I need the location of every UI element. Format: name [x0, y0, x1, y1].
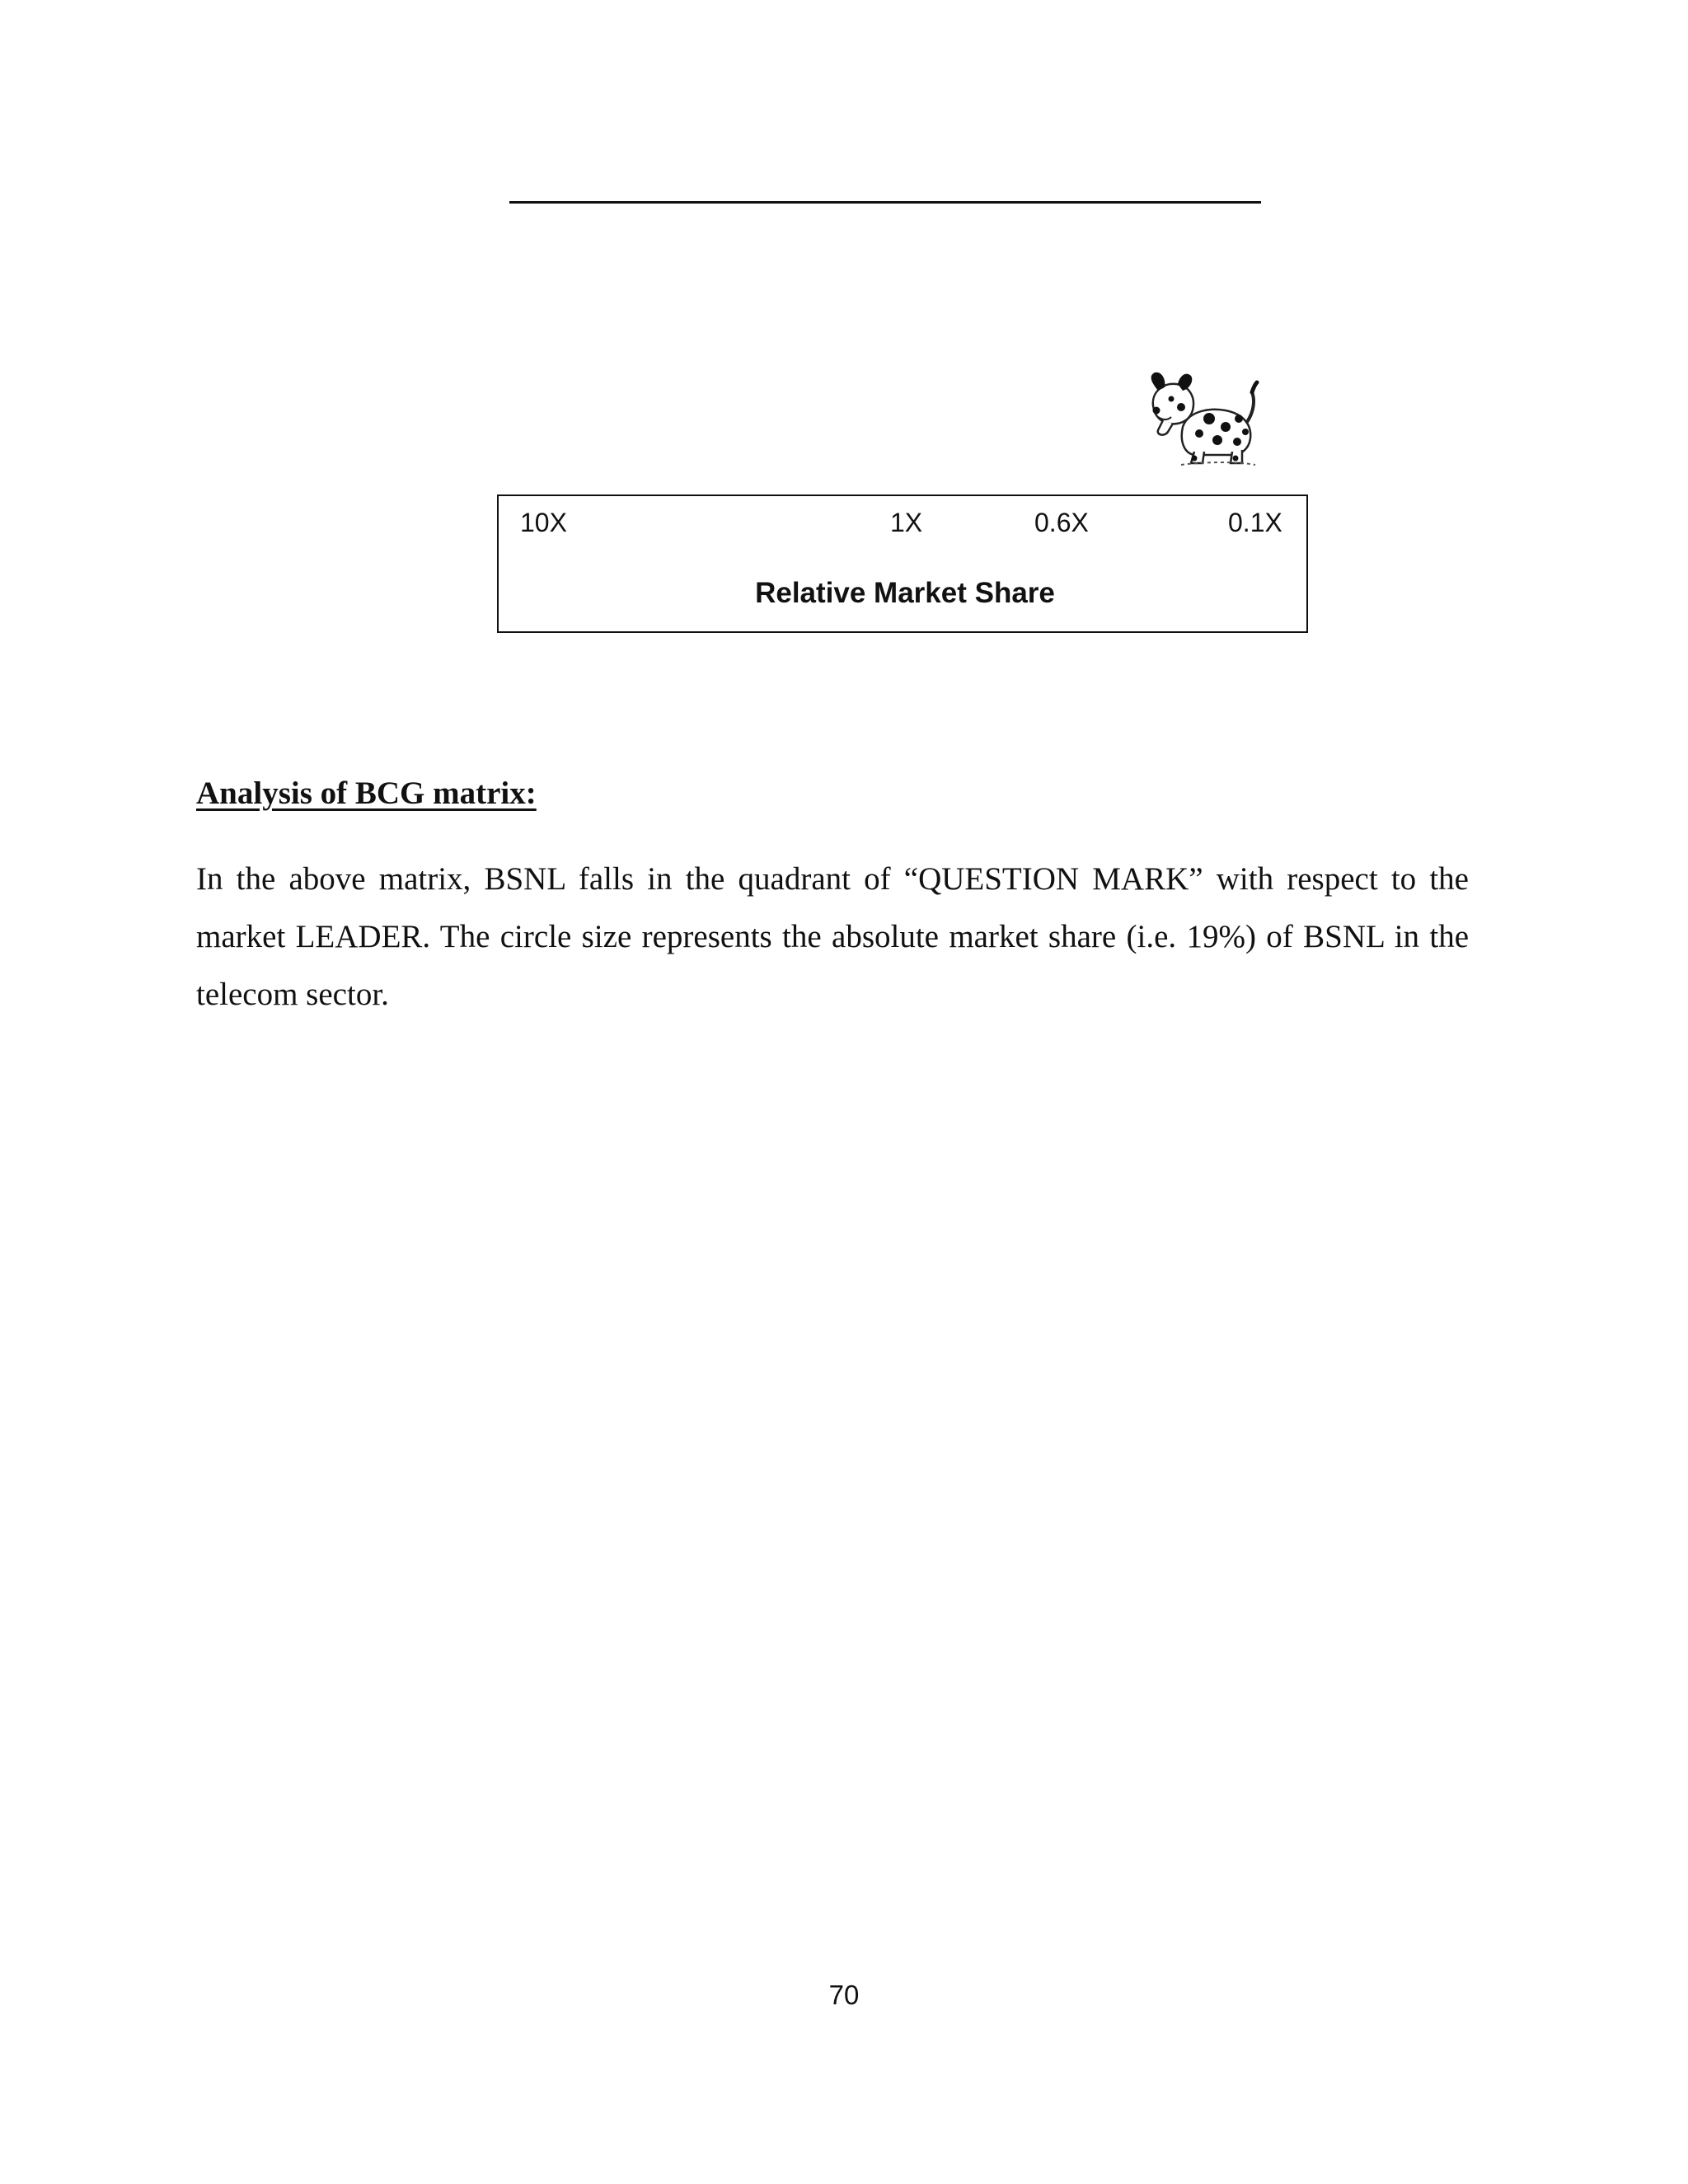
axis-tick-1x: 1X	[890, 508, 923, 537]
axis-tick-0-1x: 0.1X	[1228, 508, 1282, 537]
dog-icon	[1140, 369, 1264, 466]
relative-market-share-axis	[497, 494, 1308, 633]
page-number: 70	[828, 1980, 860, 2010]
axis-tick-10x: 10X	[520, 508, 567, 537]
axis-tick-0-6x: 0.6X	[1034, 508, 1089, 537]
analysis-paragraph: In the above matrix, BSNL falls in the quadrant of “QUESTION MARK” with respect to the market LEADER. The circle size represents the absolute market share (i.e. 19%) of BSNL in the telecom sector.	[196, 861, 1469, 1012]
top-divider-line	[509, 201, 1261, 204]
section-heading: Analysis of BCG matrix:	[196, 776, 537, 811]
axis-title: Relative Market Share	[755, 577, 1055, 609]
